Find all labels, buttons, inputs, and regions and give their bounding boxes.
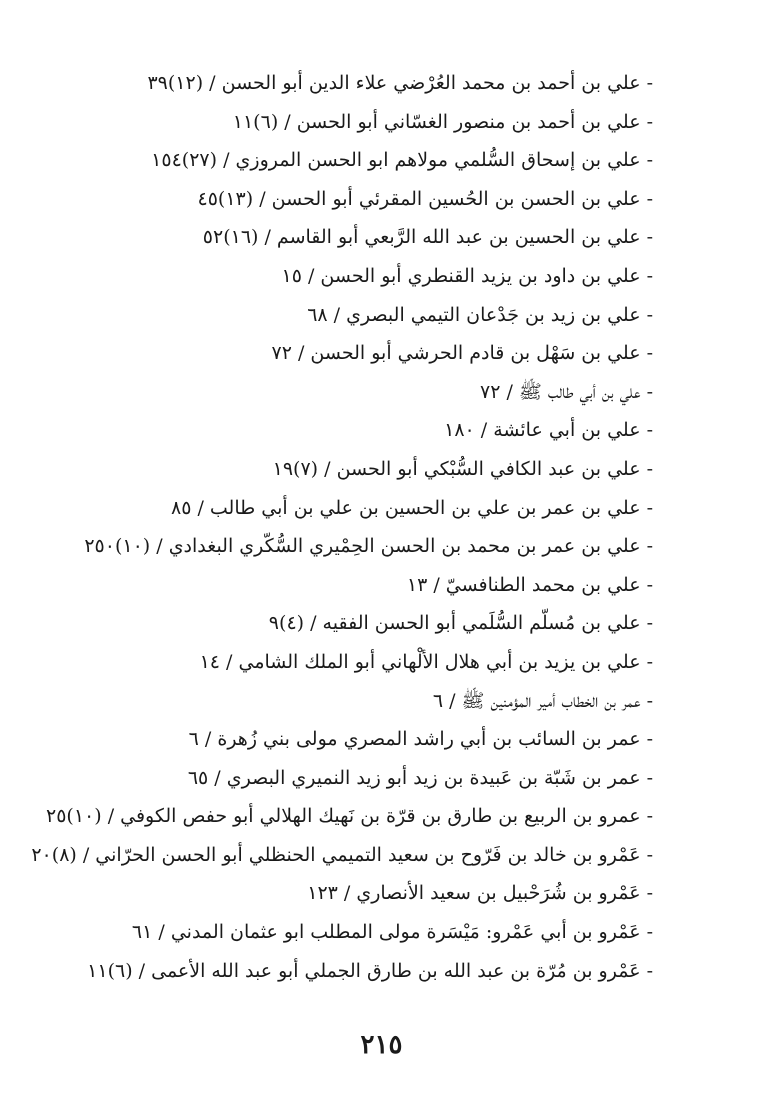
index-entry: - علي بن زيد بن جَدْعان التيمي البصري / ٦٨	[307, 303, 653, 326]
index-entry: - عمرو بن الربيع بن طارق بن قرّة بن نَهيك الهلالي أبو حفص الكوفي / (١٠)٢٥	[45, 805, 653, 828]
index-entry: - عَمْرو بن مُرّة بن عبد الله بن طارق الجملي أبو عبد الله الأعمى / (٦)١١	[87, 959, 653, 982]
index-entry: - علي بن داود بن يزيد القنطري أبو الحسن / ١٥	[281, 264, 653, 287]
index-entry-list	[13, 64, 653, 990]
index-entry: - عمر بن السائب بن أبي راشد المصري مولى بني زُهرة / ٦	[188, 728, 653, 751]
index-entry: - عمر بن شَبّة بن عَبيدة بن زيد أبو زيد النميري البصري / ٦٥	[187, 766, 653, 789]
index-entry: - علي بن سَهْل بن قادم الحرشي أبو الحسن / ٧٢	[271, 342, 653, 365]
index-entry: - عمر بن الخطاب أمير المؤمنين ﷺ / ٦	[432, 689, 653, 712]
index-entry: - علي بن يزيد بن أبي هلال الألْهاني أبو الملك الشامي / ١٤	[199, 650, 653, 673]
index-entry: - علي بن أبي عائشة / ١٨٠	[444, 419, 653, 442]
index-entry: - عَمْرو بن خالد بن فَرّوح بن سعيد التميمي الحنظلي أبو الحسن الحرّاني / (٨)٢٠	[31, 843, 653, 866]
index-entry: - عَمْرو بن شُرَحْبيل بن سعيد الأنصاري / ١٢٣	[307, 882, 653, 905]
index-entry: - علي بن عمر بن علي بن الحسين بن علي بن أبي طالب / ٨٥	[171, 496, 653, 519]
index-entry: - علي بن مُسلّم السُّلَمي أبو الحسن الفقيه / (٤)٩	[268, 612, 653, 635]
index-entry: - علي بن عمر بن محمد بن الحسن الحِمْيري السُّكّري البغدادي / (١٠)٢٥٠	[84, 535, 653, 558]
index-entry: - علي بن الحسن بن الحُسين المقرئي أبو الحسن / (١٣)٤٥	[197, 187, 653, 210]
page-number: ٢١٥	[360, 1030, 403, 1060]
index-entry: - علي بن أحمد بن محمد العُرْضي علاء الدين أبو الحسن / (١٢)٣٩	[147, 72, 653, 94]
index-entry: - علي بن الحسين بن عبد الله الرَّبعي أبو القاسم / (١٦)٥٢	[202, 226, 653, 249]
index-entry: - علي بن أبي طالب ﷺ / ٧٢	[480, 380, 653, 403]
index-entry: - عَمْرو بن أبي عَمْرو: مَيْسَرة مولى المطلب ابو عثمان المدني / ٦١	[131, 921, 653, 944]
index-entry: - علي بن عبد الكافي السُّبْكي أبو الحسن / (٧)١٩	[272, 457, 653, 480]
index-entry: - علي بن أحمد بن منصور الغسّاني أبو الحسن / (٦)١١	[232, 110, 653, 133]
index-entry: - علي بن إسحاق السُّلمي مولاهم ابو الحسن المروزي / (٢٧)١٥٤	[151, 149, 653, 172]
index-entry: - علي بن محمد الطنافسيّ / ١٣	[406, 573, 653, 596]
